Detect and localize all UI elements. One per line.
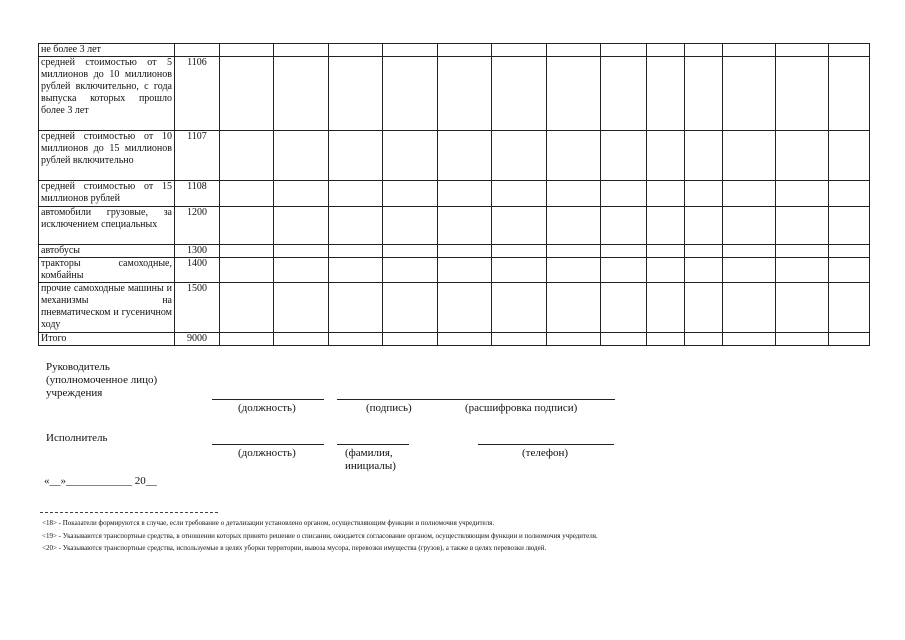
empty-cell: [547, 283, 601, 333]
empty-cell: [438, 258, 492, 283]
head-signature-caption: (подпись): [366, 402, 412, 414]
head-position-caption: (должность): [238, 402, 296, 414]
empty-cell: [547, 333, 601, 346]
empty-cell: [383, 333, 438, 346]
empty-cell: [220, 207, 274, 245]
empty-cell: [685, 207, 723, 245]
footnote-19: <19> - Указываются транспортные средства, в отношении которых принято решение о списании, ожидается согласование органом, осуществляющим функции и полномочия учредителя.: [42, 532, 598, 540]
empty-cell: [723, 245, 776, 258]
head-signature-line: [337, 399, 615, 400]
empty-cell: [723, 207, 776, 245]
executor-surname-line: [337, 444, 409, 445]
empty-cell: [383, 131, 438, 181]
empty-cell: [776, 207, 829, 245]
empty-cell: [438, 131, 492, 181]
row-label: прочие самоходные машины и механизмы на пневматическом и гусеничном ходу: [39, 283, 175, 333]
empty-cell: [685, 57, 723, 131]
empty-cell: [383, 57, 438, 131]
empty-cell: [601, 207, 647, 245]
empty-cell: [329, 258, 383, 283]
empty-cell: [547, 57, 601, 131]
empty-cell: [220, 181, 274, 207]
executor-position-line: [212, 444, 324, 445]
empty-cell: [383, 181, 438, 207]
empty-cell: [220, 258, 274, 283]
empty-cell: [274, 258, 329, 283]
empty-cell: [329, 131, 383, 181]
empty-cell: [601, 181, 647, 207]
empty-cell: [723, 44, 776, 57]
row-label: Итого: [39, 333, 175, 346]
table-row: [39, 283, 870, 333]
empty-cell: [601, 44, 647, 57]
empty-cell: [723, 57, 776, 131]
empty-cell: [492, 283, 547, 333]
row-code: 1200: [175, 207, 220, 245]
empty-cell: [776, 44, 829, 57]
empty-cell: [647, 245, 685, 258]
empty-cell: [723, 283, 776, 333]
empty-cell: [776, 258, 829, 283]
row-label: средней стоимостью от 5 миллионов до 10 миллионов рублей включительно, с года выпуска которых прошло более 3 лет: [39, 57, 175, 131]
empty-cell: [601, 57, 647, 131]
empty-cell: [274, 283, 329, 333]
footnote-separator: [40, 512, 218, 513]
empty-cell: [647, 44, 685, 57]
empty-cell: [274, 333, 329, 346]
empty-cell: [438, 283, 492, 333]
empty-cell: [547, 258, 601, 283]
empty-cell: [776, 57, 829, 131]
empty-cell: [438, 333, 492, 346]
date-line: «__»____________ 20__: [44, 475, 157, 487]
row-label: не более 3 лет: [39, 44, 175, 57]
empty-cell: [492, 207, 547, 245]
table-row: [39, 207, 870, 245]
empty-cell: [647, 57, 685, 131]
empty-cell: [274, 57, 329, 131]
empty-cell: [329, 283, 383, 333]
empty-cell: [220, 283, 274, 333]
empty-cell: [723, 131, 776, 181]
empty-cell: [829, 57, 870, 131]
empty-cell: [492, 131, 547, 181]
empty-cell: [601, 258, 647, 283]
footnote-20: <20> - Указываются транспортные средства, используемые в целях уборки территории, вывоза мусора, перевозки имущества (грузов), а также в целях перевозки людей.: [42, 544, 547, 552]
empty-cell: [274, 181, 329, 207]
empty-cell: [647, 283, 685, 333]
table-row: [39, 57, 870, 131]
empty-cell: [220, 333, 274, 346]
empty-cell: [776, 131, 829, 181]
empty-cell: [723, 333, 776, 346]
empty-cell: [829, 333, 870, 346]
table-row: [39, 258, 870, 283]
executor-position-caption: (должность): [238, 447, 296, 459]
empty-cell: [383, 207, 438, 245]
empty-cell: [547, 245, 601, 258]
empty-cell: [492, 245, 547, 258]
empty-cell: [601, 131, 647, 181]
empty-cell: [829, 207, 870, 245]
empty-cell: [383, 283, 438, 333]
row-code: 1108: [175, 181, 220, 207]
empty-cell: [547, 131, 601, 181]
empty-cell: [685, 283, 723, 333]
empty-cell: [776, 283, 829, 333]
head-label-line2: (уполномоченное лицо): [46, 374, 158, 386]
empty-cell: [547, 207, 601, 245]
empty-cell: [329, 333, 383, 346]
empty-cell: [647, 207, 685, 245]
empty-cell: [220, 131, 274, 181]
empty-cell: [274, 131, 329, 181]
row-code: [175, 44, 220, 57]
empty-cell: [685, 258, 723, 283]
row-code: 1106: [175, 57, 220, 131]
empty-cell: [329, 207, 383, 245]
empty-cell: [383, 44, 438, 57]
empty-cell: [829, 44, 870, 57]
head-label-line3: учреждения: [46, 387, 103, 399]
row-code: 1107: [175, 131, 220, 181]
empty-cell: [776, 333, 829, 346]
empty-cell: [492, 57, 547, 131]
row-label: автобусы: [39, 245, 175, 258]
empty-cell: [723, 181, 776, 207]
empty-cell: [492, 333, 547, 346]
empty-cell: [220, 44, 274, 57]
empty-cell: [647, 258, 685, 283]
empty-cell: [647, 131, 685, 181]
empty-cell: [329, 181, 383, 207]
empty-cell: [547, 44, 601, 57]
empty-cell: [829, 258, 870, 283]
table-row: [39, 44, 870, 57]
empty-cell: [274, 207, 329, 245]
empty-cell: [685, 131, 723, 181]
empty-cell: [647, 181, 685, 207]
empty-cell: [776, 181, 829, 207]
executor-label: Исполнитель: [46, 432, 108, 444]
empty-cell: [829, 181, 870, 207]
empty-cell: [438, 207, 492, 245]
row-code: 1300: [175, 245, 220, 258]
row-label: средней стоимостью от 15 миллионов рублей: [39, 181, 175, 207]
empty-cell: [329, 245, 383, 258]
row-code: 1500: [175, 283, 220, 333]
row-label: автомобили грузовые, за исключением специальных: [39, 207, 175, 245]
footnote-18: <18> - Показатели формируются в случае, если требование о детализации установлено органом, осуществляющим функции и полномочия учредителя.: [42, 519, 495, 527]
empty-cell: [647, 333, 685, 346]
empty-cell: [492, 181, 547, 207]
table-row: [39, 333, 870, 346]
empty-cell: [274, 245, 329, 258]
executor-surname-caption-line1: (фамилия,: [345, 447, 393, 459]
row-code: 1400: [175, 258, 220, 283]
empty-cell: [829, 245, 870, 258]
empty-cell: [438, 44, 492, 57]
empty-cell: [723, 258, 776, 283]
head-label-line1: Руководитель: [46, 361, 110, 373]
empty-cell: [601, 245, 647, 258]
empty-cell: [329, 44, 383, 57]
empty-cell: [220, 57, 274, 131]
row-label: тракторы самоходные, комбайны: [39, 258, 175, 283]
head-decoding-caption: (расшифровка подписи): [465, 402, 578, 414]
empty-cell: [685, 44, 723, 57]
empty-cell: [685, 333, 723, 346]
empty-cell: [274, 44, 329, 57]
row-code: 9000: [175, 333, 220, 346]
table-row: [39, 245, 870, 258]
empty-cell: [438, 245, 492, 258]
empty-cell: [220, 245, 274, 258]
empty-cell: [547, 181, 601, 207]
executor-phone-line: [478, 444, 614, 445]
empty-cell: [685, 181, 723, 207]
empty-cell: [601, 333, 647, 346]
empty-cell: [329, 57, 383, 131]
empty-cell: [829, 131, 870, 181]
empty-cell: [383, 245, 438, 258]
empty-cell: [685, 245, 723, 258]
empty-cell: [492, 258, 547, 283]
empty-cell: [383, 258, 438, 283]
executor-surname-caption-line2: инициалы): [345, 460, 396, 472]
head-position-line: [212, 399, 324, 400]
empty-cell: [601, 283, 647, 333]
empty-cell: [829, 283, 870, 333]
vehicles-table: [38, 43, 870, 346]
empty-cell: [492, 44, 547, 57]
table-row: [39, 131, 870, 181]
empty-cell: [776, 245, 829, 258]
empty-cell: [438, 57, 492, 131]
table-row: [39, 181, 870, 207]
empty-cell: [438, 181, 492, 207]
row-label: средней стоимостью от 10 миллионов до 15 миллионов рублей включительно: [39, 131, 175, 181]
executor-phone-caption: (телефон): [522, 447, 569, 459]
